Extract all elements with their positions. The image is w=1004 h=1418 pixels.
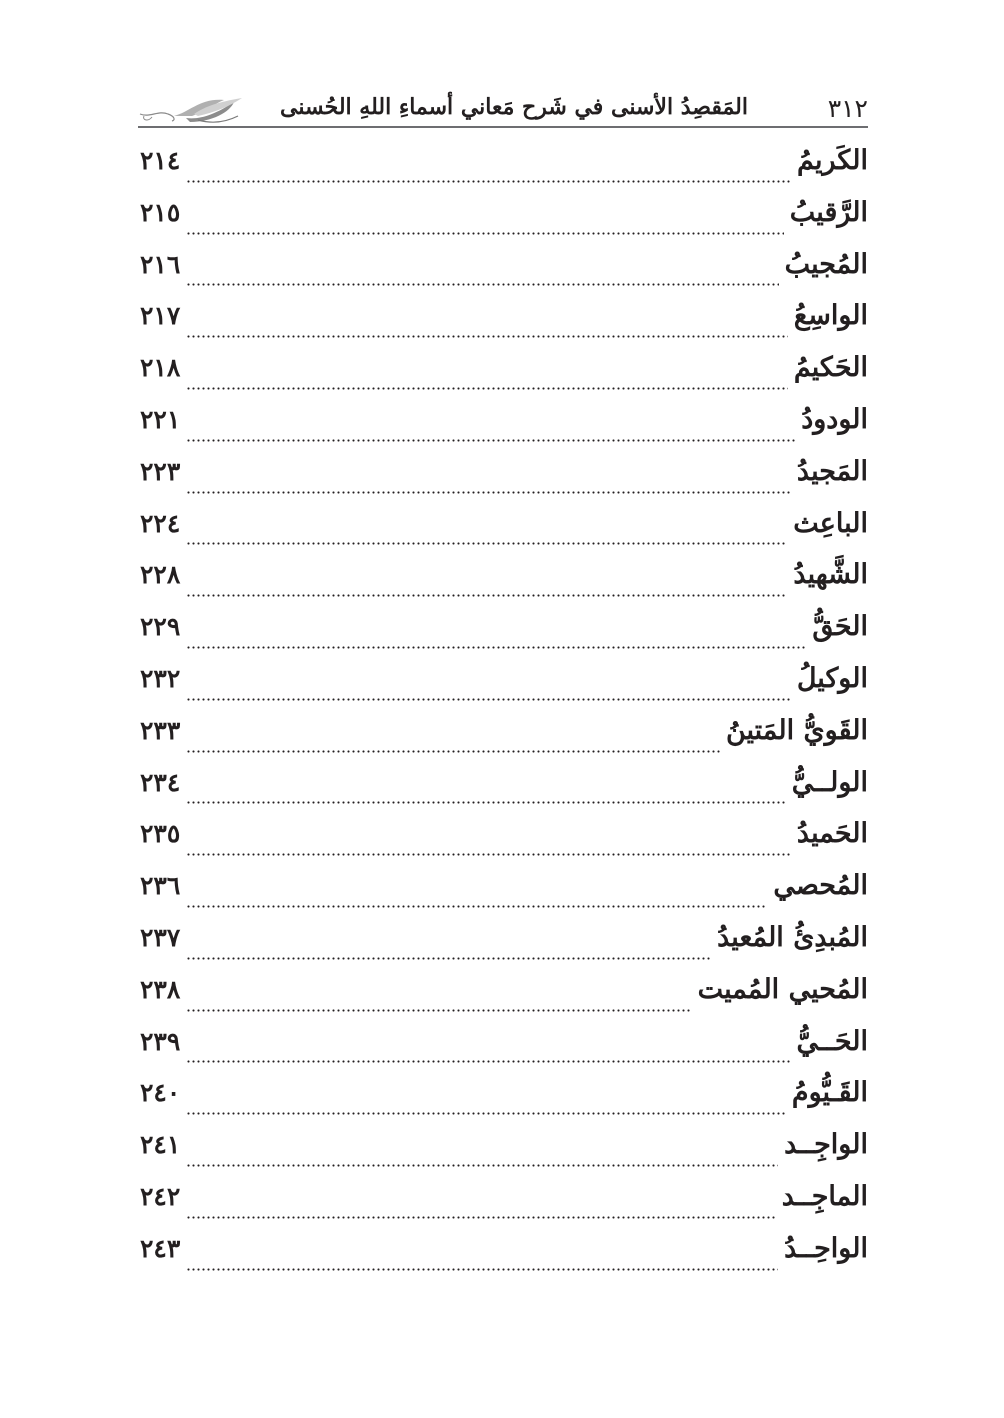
toc-entry-page: ٢٤١: [140, 1130, 181, 1160]
toc-entry-page: ٢٤٢: [140, 1181, 181, 1211]
toc-entry-page: ٢٤٣: [140, 1233, 181, 1263]
toc-entry-page: ٢١٨: [140, 353, 181, 383]
dot-leader: [186, 1009, 691, 1012]
toc-entry-title: الحَقُّ: [812, 611, 868, 643]
toc-entry-title: الشَّهيدُ: [793, 559, 868, 591]
toc-entry-title: الحَــيُّ: [796, 1025, 868, 1057]
toc-entry-page: ٢٣٥: [140, 819, 181, 849]
toc-entry: [140, 1233, 868, 1285]
toc-entry-title: الواحِــدُ: [784, 1232, 868, 1264]
toc-entry-page: ٢١٦: [140, 249, 181, 279]
toc-entry: [140, 663, 868, 715]
dot-leader: [186, 853, 791, 856]
toc-entry-page: ٢٣٧: [140, 922, 181, 952]
toc-entry-page: ٢٤٠: [140, 1078, 181, 1108]
toc-entry-title: الحَكيمُ: [793, 352, 868, 384]
toc-entry-page: ٢٣٤: [140, 767, 181, 797]
dot-leader: [186, 957, 711, 960]
toc-entry: [140, 818, 868, 870]
dot-leader: [186, 491, 791, 494]
toc-entry: [140, 145, 868, 197]
toc-entry-title: المُجيبُ: [784, 248, 868, 280]
dot-leader: [186, 180, 791, 183]
toc-entry: [140, 767, 868, 819]
table-of-contents: [140, 145, 868, 1285]
dot-leader: [186, 646, 806, 649]
toc-entry-title: الواسِعُ: [793, 300, 868, 332]
floral-ornament-icon: [138, 92, 248, 126]
toc-entry: [140, 352, 868, 404]
toc-entry-page: ٢١٧: [140, 301, 181, 331]
toc-entry: [140, 300, 868, 352]
toc-entry: [140, 870, 868, 922]
toc-entry: [140, 404, 868, 456]
dot-leader: [186, 750, 720, 753]
running-title: المَقصِدُ الأسنى في شَرح مَعاني أسماءِ اللهِ الحُسنى: [280, 94, 748, 120]
toc-entry: [140, 974, 868, 1026]
dot-leader: [186, 1164, 778, 1167]
dot-leader: [186, 542, 787, 545]
toc-entry-title: الحَميدُ: [796, 818, 868, 850]
toc-entry-title: الماجِــد: [781, 1180, 868, 1212]
page-header: [138, 92, 868, 128]
toc-entry-title: المُبدِئُ المُعيدُ: [717, 921, 868, 953]
toc-entry-title: الواجِــد: [784, 1129, 868, 1161]
toc-entry-title: القَويُّ المَتينُ: [725, 714, 868, 746]
dot-leader: [186, 335, 788, 338]
dot-leader: [186, 1216, 775, 1219]
toc-entry-title: المَجيدُ: [796, 455, 868, 487]
toc-entry: [140, 197, 868, 249]
toc-entry-page: ٢١٤: [140, 146, 181, 175]
toc-entry: [140, 1129, 868, 1181]
toc-entry-title: المُحصي: [773, 870, 868, 902]
toc-entry: [140, 922, 868, 974]
dot-leader: [186, 905, 767, 908]
dot-leader: [186, 594, 787, 597]
dot-leader: [186, 283, 778, 286]
toc-entry-page: ٢٢٨: [140, 560, 181, 590]
dot-leader: [186, 1112, 786, 1115]
toc-entry-page: ٢٣٦: [140, 871, 181, 901]
toc-entry: [140, 559, 868, 611]
dot-leader: [186, 387, 788, 390]
toc-entry-title: الودودُ: [801, 403, 868, 435]
page-number: ٣١٢: [827, 94, 868, 123]
toc-entry: [140, 611, 868, 663]
toc-entry-page: ٢٢٣: [140, 456, 181, 486]
toc-entry: [140, 1077, 868, 1129]
toc-entry-page: ٢٣٣: [140, 715, 181, 745]
toc-entry-title: الرَّقيبُ: [789, 196, 868, 228]
dot-leader: [186, 801, 785, 804]
toc-entry-page: ٢٢٤: [140, 508, 181, 538]
toc-entry-page: ٢٢١: [140, 404, 181, 434]
toc-entry-title: الولــيُّ: [791, 766, 868, 798]
toc-entry: [140, 715, 868, 767]
dot-leader: [186, 1060, 790, 1063]
dot-leader: [186, 232, 784, 235]
toc-entry-page: ٢٢٩: [140, 612, 181, 642]
toc-entry-page: ٢٣٢: [140, 663, 181, 693]
toc-entry: [140, 508, 868, 560]
dot-leader: [186, 698, 791, 701]
toc-entry-page: ٢١٥: [140, 197, 181, 227]
toc-entry-title: الوكيلُ: [796, 662, 868, 694]
toc-entry: [140, 1181, 868, 1233]
toc-entry-title: الباعِث: [793, 507, 868, 539]
toc-entry: [140, 456, 868, 508]
dot-leader: [186, 439, 795, 442]
dot-leader: [186, 1268, 778, 1271]
toc-entry: [140, 249, 868, 301]
toc-entry-page: ٢٣٩: [140, 1026, 181, 1056]
toc-entry-title: القَـيُّومُ: [791, 1077, 868, 1109]
toc-entry-title: المُحيي المُميت: [697, 973, 868, 1005]
toc-entry-page: ٢٣٨: [140, 974, 181, 1004]
toc-entry-title: الكَريمُ: [796, 145, 868, 176]
header-rule: [138, 126, 868, 128]
toc-entry: [140, 1026, 868, 1078]
